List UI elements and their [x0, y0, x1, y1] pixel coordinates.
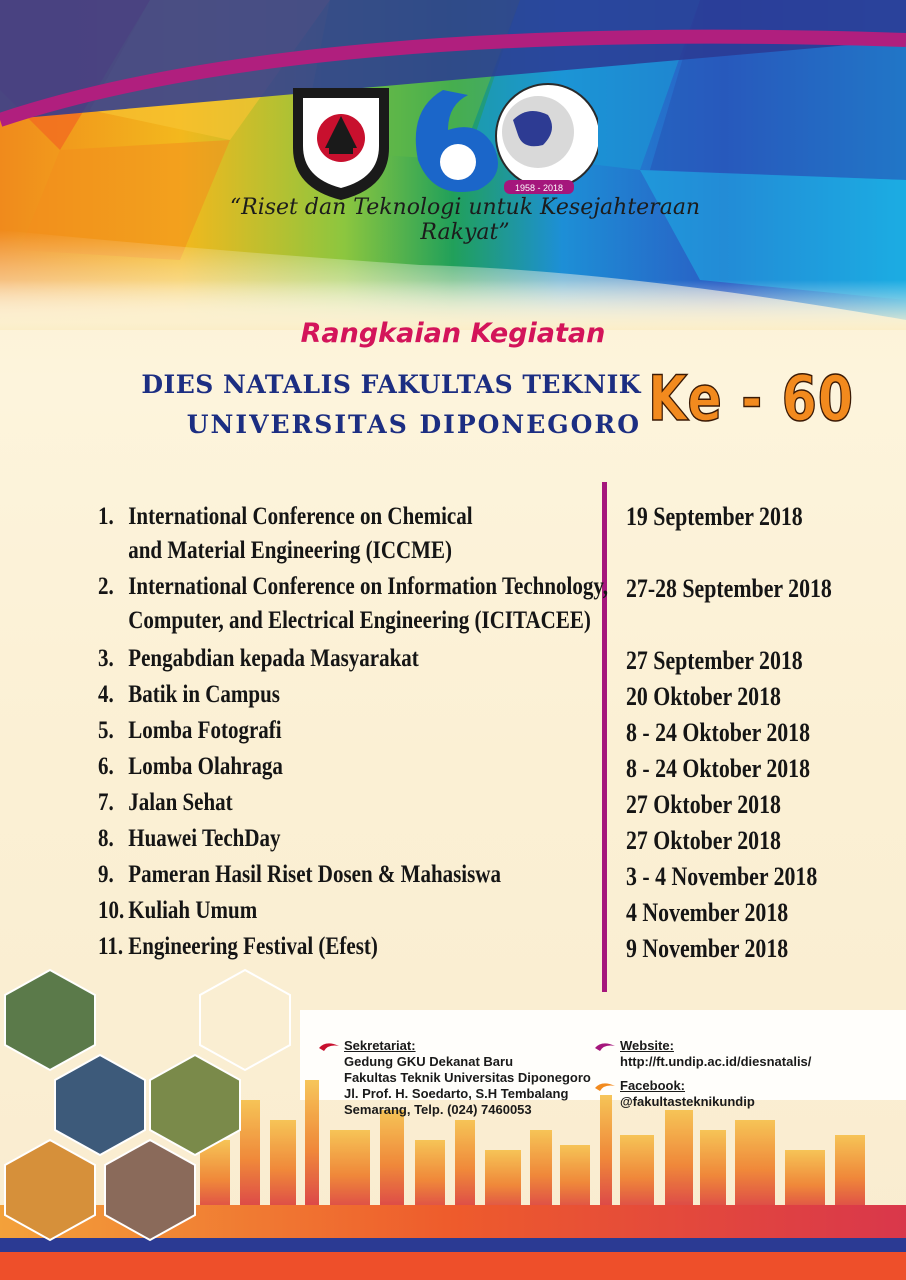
event-date: 4 November 2018: [626, 898, 789, 927]
event-title: Kuliah Umum: [128, 897, 258, 924]
event-item: [98, 822, 281, 856]
event-item: [98, 714, 282, 748]
event-number: 11.: [98, 933, 124, 960]
secretariat-icon: [318, 1040, 340, 1052]
event-number: 10.: [98, 897, 125, 924]
website-label: Website:: [620, 1038, 674, 1053]
title-line-1: DIES NATALIS FAKULTAS TEKNIK: [141, 370, 641, 399]
event-date: 27 Oktober 2018: [626, 826, 781, 855]
title-line-2: UNIVERSITAS DIPONEGORO: [186, 410, 641, 439]
anniversary-badge: Ke - 60: [648, 362, 854, 435]
event-item: [98, 570, 608, 638]
event-item: [98, 500, 473, 568]
event-title: International Conference on Chemical: [128, 503, 473, 530]
event-date: 3 - 4 November 2018: [626, 862, 818, 891]
event-item: [98, 786, 233, 820]
event-number: 2.: [98, 573, 114, 600]
event-date: 27 September 2018: [626, 646, 803, 675]
event-date: 27-28 September 2018: [626, 574, 832, 603]
event-title: Lomba Fotografi: [128, 717, 282, 744]
event-date: 9 November 2018: [626, 934, 789, 963]
event-item: [98, 750, 283, 784]
facebook-icon: [594, 1080, 616, 1092]
event-number: 1.: [98, 503, 114, 530]
event-date: 20 Oktober 2018: [626, 682, 781, 711]
event-date: 19 September 2018: [626, 502, 803, 531]
event-item: [98, 858, 501, 892]
secretariat-line: Fakultas Teknik Universitas Diponegoro: [344, 1070, 591, 1085]
event-number: 3.: [98, 645, 114, 672]
event-number: 9.: [98, 861, 114, 888]
secretariat-line: Semarang, Telp. (024) 7460053: [344, 1102, 532, 1117]
footer-artwork: [0, 960, 906, 1280]
event-number: 6.: [98, 753, 114, 780]
website-link[interactable]: http://ft.undip.ac.id/diesnatalis/: [620, 1054, 812, 1069]
event-title: and Material Engineering (ICCME): [128, 537, 452, 564]
website-icon: [594, 1040, 616, 1052]
facebook-handle[interactable]: @fakultasteknikundip: [620, 1094, 755, 1109]
event-title: Pameran Hasil Riset Dosen & Mahasiswa: [128, 861, 501, 888]
facebook-block: [620, 1078, 755, 1110]
event-title: Lomba Olahraga: [128, 753, 283, 780]
event-number: 8.: [98, 825, 114, 852]
event-title: Engineering Festival (Efest): [128, 933, 378, 960]
event-title: Batik in Campus: [128, 681, 280, 708]
subtitle: Rangkaian Kegiatan: [300, 318, 606, 349]
event-date: 8 - 24 Oktober 2018: [626, 754, 811, 783]
event-date: 8 - 24 Oktober 2018: [626, 718, 811, 747]
anniversary-60-logo: [408, 70, 598, 210]
event-item: [98, 930, 378, 964]
event-title: Jalan Sehat: [128, 789, 233, 816]
facebook-label: Facebook:: [620, 1078, 686, 1093]
university-seal-logo: [285, 78, 397, 203]
secretariat-line: Gedung GKU Dekanat Baru: [344, 1054, 514, 1069]
secretariat-label: Sekretariat:: [344, 1038, 416, 1053]
secretariat-line: Jl. Prof. H. Soedarto, S.H Tembalang: [344, 1086, 569, 1101]
event-number: 5.: [98, 717, 114, 744]
event-item: [98, 678, 280, 712]
column-divider: [602, 482, 607, 992]
website-block: [620, 1038, 811, 1070]
event-title: Pengabdian kepada Masyarakat: [128, 645, 419, 672]
event-item: [98, 642, 419, 676]
tagline: “Riset dan Teknologi untuk Kesejahteraan Rakyat”: [229, 195, 701, 245]
event-title: Huawei TechDay: [128, 825, 281, 852]
secretariat-block: [344, 1038, 591, 1118]
event-number: 7.: [98, 789, 114, 816]
event-number: 4.: [98, 681, 114, 708]
anniversary-years: 1958 - 2018: [514, 183, 564, 193]
event-title: International Conference on Information Technology,: [128, 573, 608, 600]
event-item: [98, 894, 257, 928]
event-date: 27 Oktober 2018: [626, 790, 781, 819]
event-title: Computer, and Electrical Engineering (ICITACEE): [128, 607, 591, 634]
